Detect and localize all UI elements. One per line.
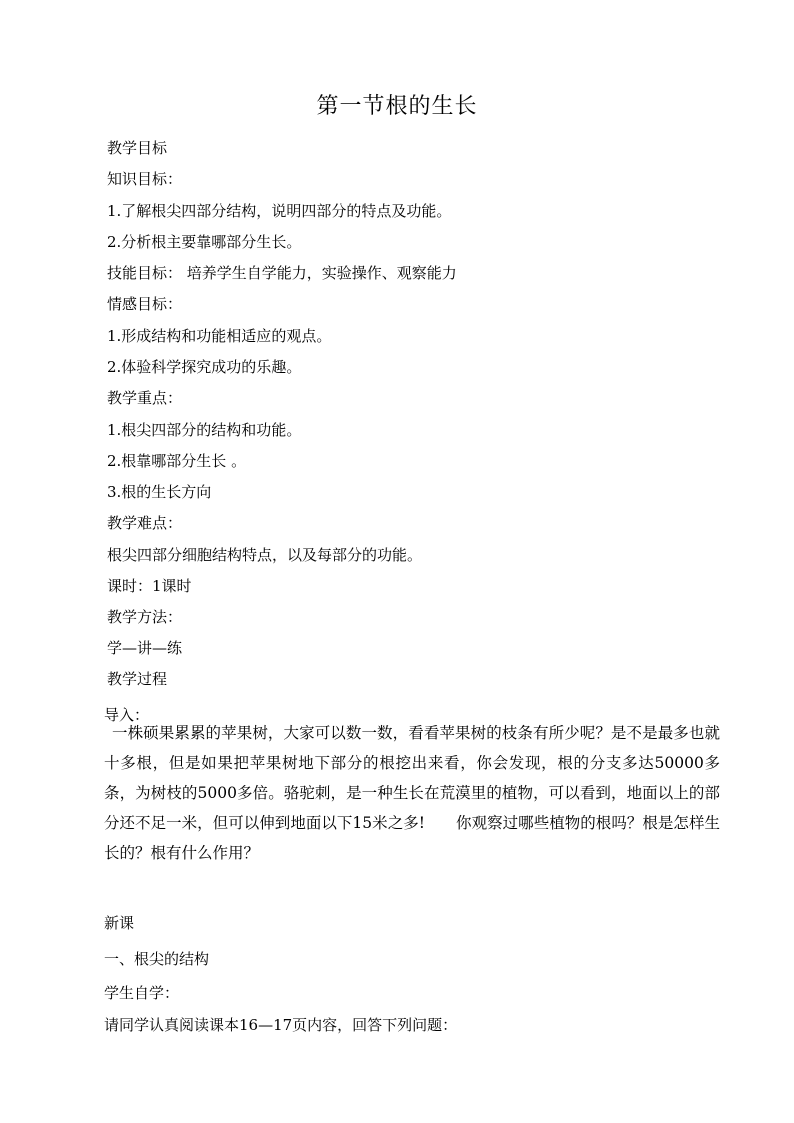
- self-study-heading: 学生自学：: [104, 984, 180, 1002]
- intro-paragraph: 一株硕果累累的苹果树，大家可以数一数，看看苹果树的枝条有所少呢？是不是最多也就十多根，但是如果把苹果树地下部分的根挖出来看，你会发现，根的分支多达50000多条，为树枝的5000多倍。骆驼刺，是一种生长在荒漠里的植物，可以看到，地面以上的部分还不足一米，但可以伸到地面以下15米之多! 你观察过哪些植物的根吗？根是怎样生长的？根有什么作用？: [104, 724, 720, 862]
- method-text: 学—讲—练: [107, 639, 183, 657]
- intro-heading: 导入：: [104, 706, 150, 724]
- key-points-heading: 教学重点：: [107, 389, 183, 407]
- key-point-1: 1.根尖四部分的结构和功能。: [107, 421, 302, 439]
- knowledge-objectives-heading: 知识目标：: [107, 170, 183, 188]
- reading-task: 请同学认真阅读课本16—17页内容，回答下列问题：: [104, 1016, 458, 1034]
- knowledge-objective-2: 2.分析根主要靠哪部分生长。: [107, 233, 302, 251]
- objectives-heading: 教学目标: [107, 139, 168, 157]
- page-title: 第一节根的生长: [316, 94, 478, 119]
- difficulty-text: 根尖四部分细胞结构特点，以及每部分的功能。: [107, 546, 423, 564]
- key-point-2: 2.根靠哪部分生长 。: [107, 452, 247, 470]
- new-lesson-heading: 新课: [104, 914, 135, 932]
- section-heading-root-tip-structure: 一、根尖的结构: [104, 950, 210, 968]
- difficulty-heading: 教学难点：: [107, 514, 183, 532]
- process-heading: 教学过程: [107, 670, 168, 688]
- key-point-3: 3.根的生长方向: [107, 483, 212, 501]
- skill-objective: 技能目标： 培养学生自学能力，实验操作、观察能力: [107, 264, 457, 282]
- knowledge-objective-1: 1.了解根尖四部分结构，说明四部分的特点及功能。: [107, 202, 452, 220]
- method-heading: 教学方法：: [107, 608, 183, 626]
- emotion-objective-1: 1.形成结构和功能相适应的观点。: [107, 327, 332, 345]
- emotion-objectives-heading: 情感目标：: [107, 295, 183, 313]
- emotion-objective-2: 2.体验科学探究成功的乐趣。: [107, 358, 302, 376]
- class-hours: 课时：1课时: [107, 577, 192, 595]
